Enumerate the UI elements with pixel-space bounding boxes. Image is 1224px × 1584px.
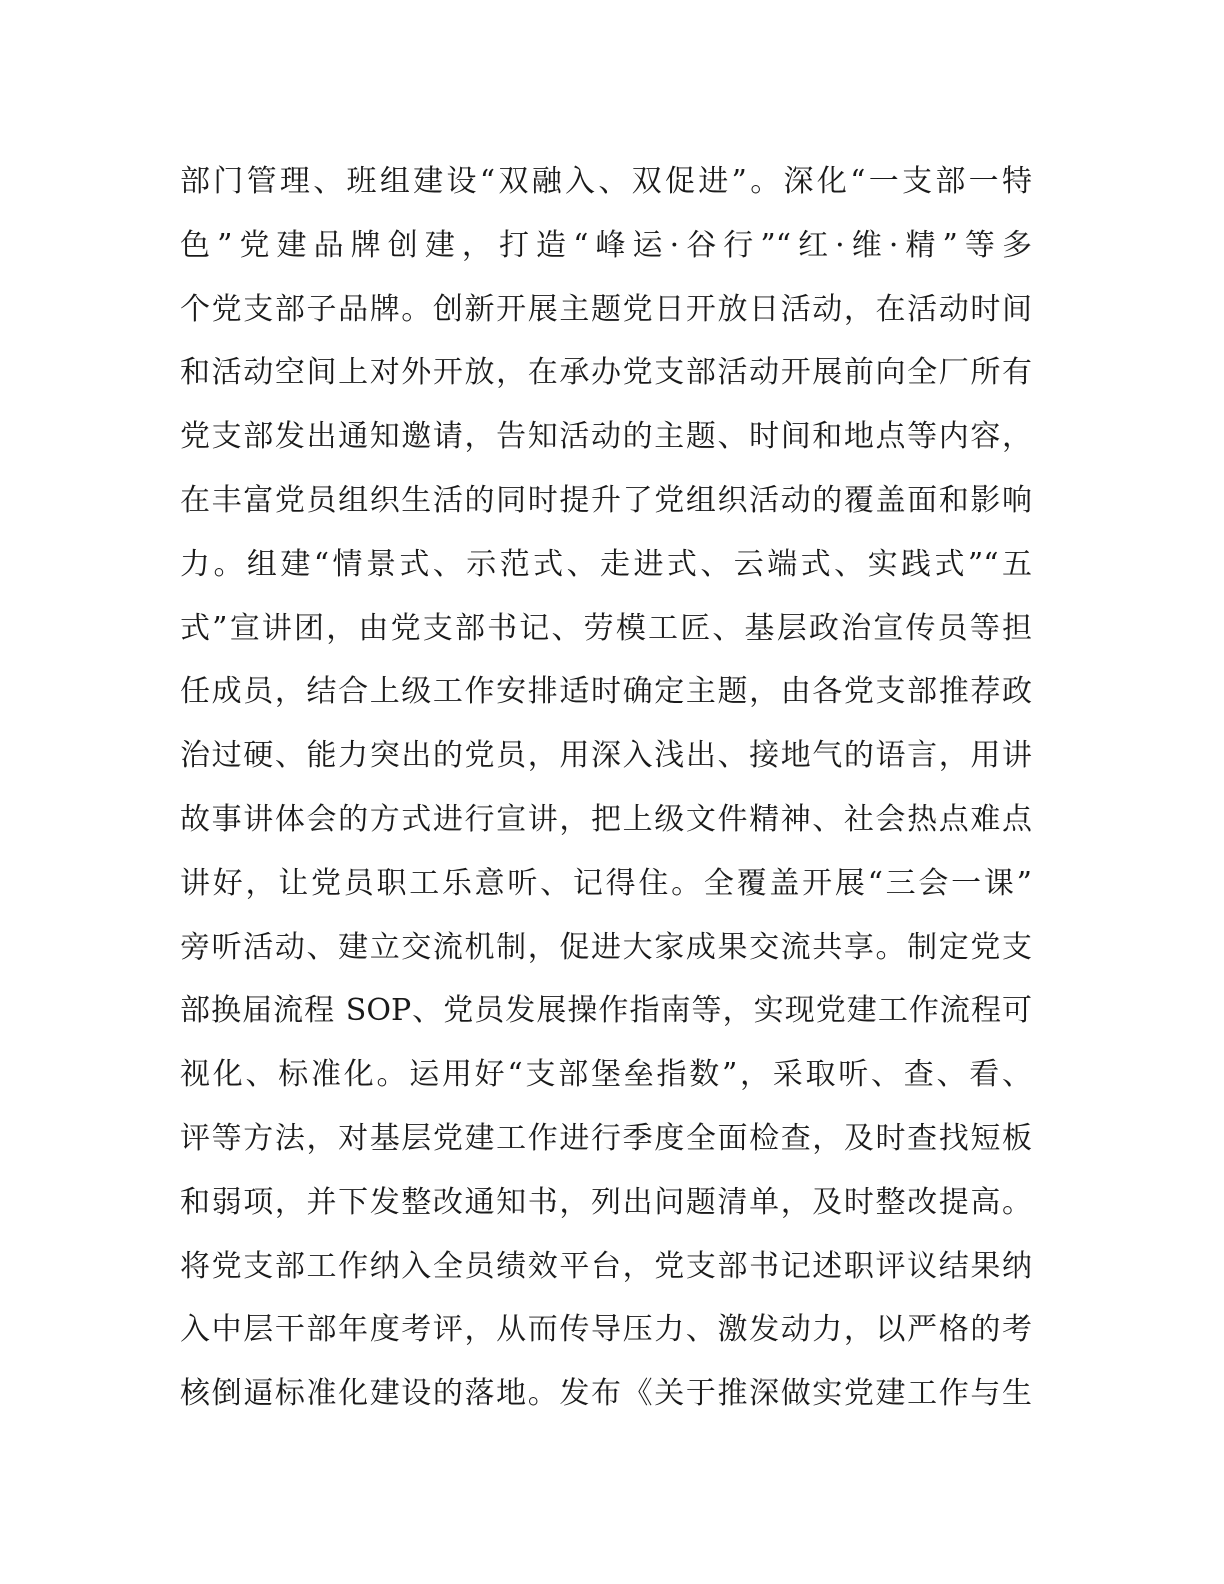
- text-line-15: 视化、标准化。运用好“支部堡垒指数”，采取听、查、看、: [180, 1057, 1032, 1093]
- text-line-7: 力。组建“情景式、示范式、走进式、云端式、实践式”“五: [180, 546, 1032, 582]
- text-line-8: 式”宣讲团，由党支部书记、劳模工匠、基层政治宣传员等担: [180, 610, 1032, 646]
- text-line-4: 和活动空间上对外开放，在承办党支部活动开展前向全厂所有: [180, 355, 1032, 391]
- text-line-12: 讲好，让党员职工乐意听、记得住。全覆盖开展“三会一课”: [180, 865, 1032, 901]
- text-line-13: 旁听活动、建立交流机制，促进大家成果交流共享。制定党支: [180, 929, 1032, 965]
- text-line-1: 部门管理、班组建设“双融入、双促进”。深化“一支部一特: [180, 164, 1032, 199]
- text-line-17: 和弱项，并下发整改通知书，列出问题清单，及时整改提高。: [180, 1184, 1032, 1220]
- text-line-10: 治过硬、能力突出的党员，用深入浅出、接地气的语言，用讲: [180, 738, 1032, 774]
- text-line-18: 将党支部工作纳入全员绩效平台，党支部书记述职评议结果纳: [180, 1248, 1032, 1284]
- text-line-5: 党支部发出通知邀请，告知活动的主题、时间和地点等内容，: [180, 419, 1032, 455]
- text-line-6: 在丰富党员组织生活的同时提升了党组织活动的覆盖面和影响: [180, 482, 1032, 518]
- text-line-2: 色”党建品牌创建，打造“峰运·谷行”“红·维·精”等多: [180, 227, 1032, 263]
- text-line-9: 任成员，结合上级工作安排适时确定主题，由各党支部推荐政: [180, 674, 1032, 710]
- text-line-14: 部换届流程 SOP、党员发展操作指南等，实现党建工作流程可: [180, 993, 1032, 1029]
- document-body: [180, 150, 1032, 1426]
- text-line-16: 评等方法，对基层党建工作进行季度全面检查，及时查找短板: [180, 1120, 1032, 1156]
- text-line-11: 故事讲体会的方式进行宣讲，把上级文件精神、社会热点难点: [180, 801, 1032, 837]
- text-line-20: 核倒逼标准化建设的落地。发布《关于推深做实党建工作与生: [180, 1376, 1032, 1412]
- text-line-3: 个党支部子品牌。创新开展主题党日开放日活动，在活动时间: [180, 291, 1032, 327]
- text-line-19: 入中层干部年度考评，从而传导压力、激发动力，以严格的考: [180, 1312, 1032, 1348]
